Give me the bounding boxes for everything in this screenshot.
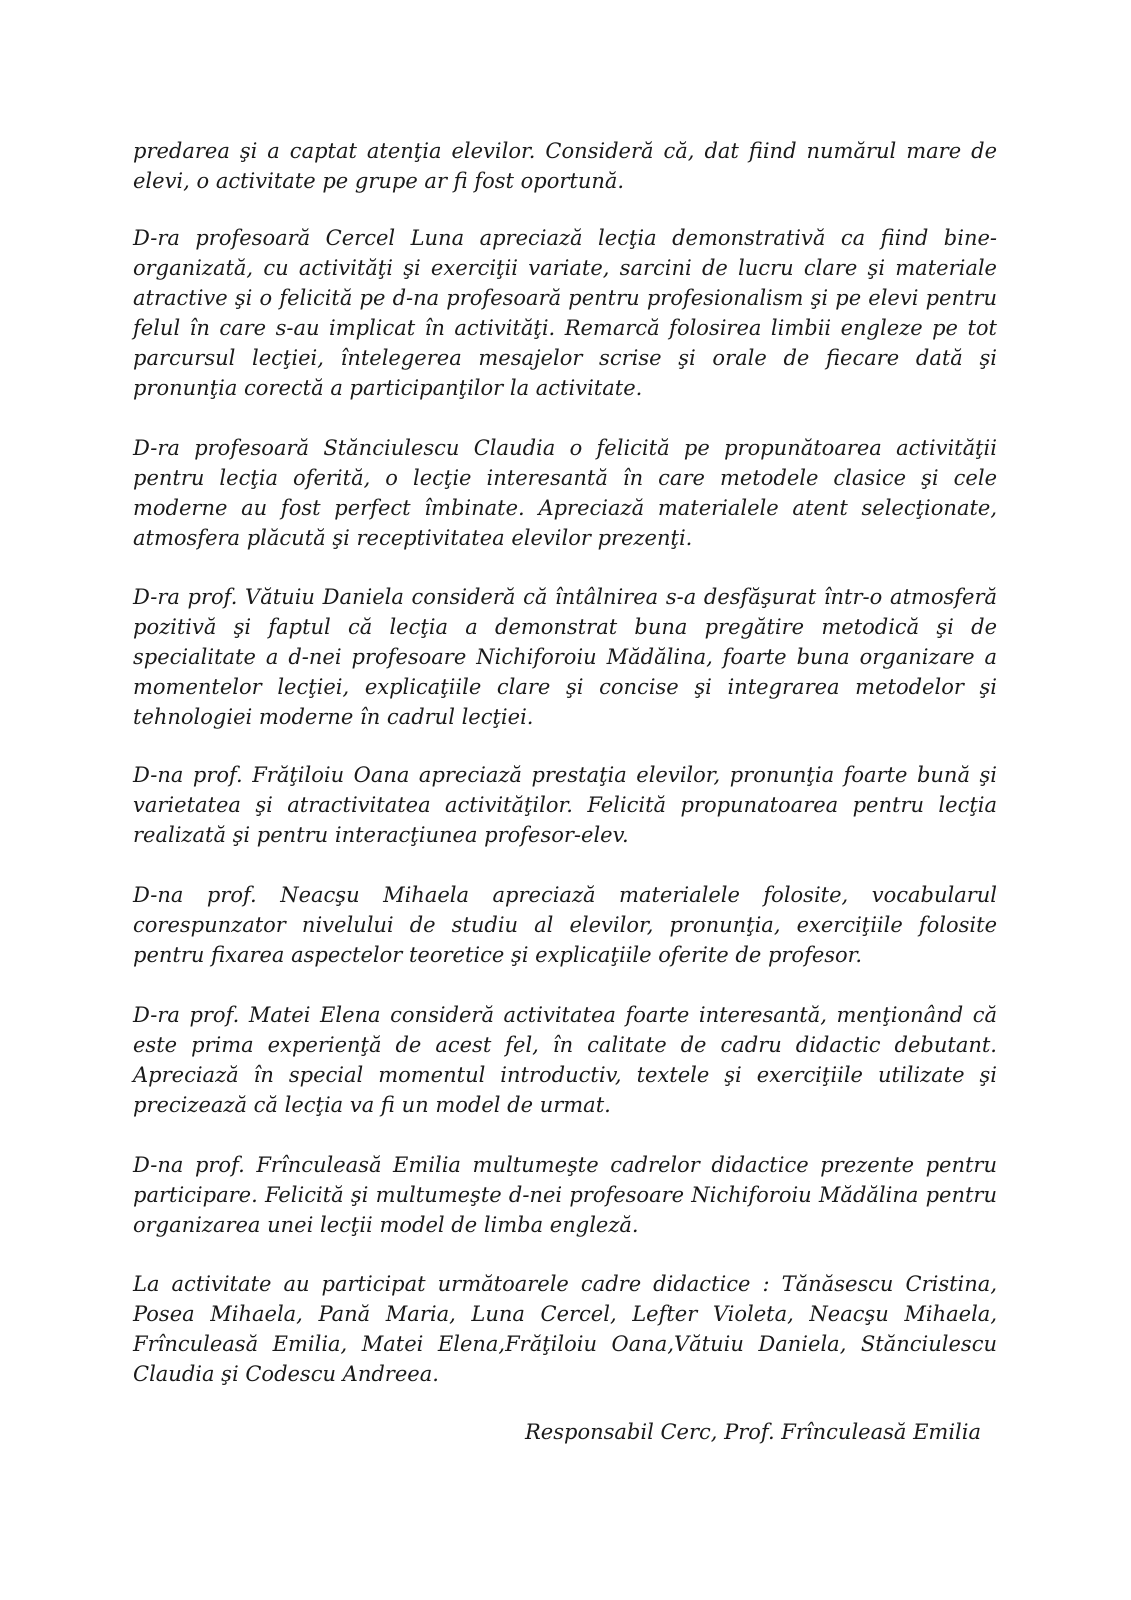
paragraph-cercel-luna: D-ra profesoară Cercel Luna apreciază lecţia demonstrativă ca fiind bine-organizată, cu activităţi şi exerciţii variate, sarcini de lucru clare şi materiale atractive şi o felicită pe d-na profesoară pentru profesionalism şi pe elevi pentru felul în care s-au implicat în activităţi. Remarcă folosirea limbii engleze pe tot parcursul lecţiei, întelegerea mesajelor scrise şi orale de fiecare dată şi pronunţia corectă a participanţilor la activitate. <box>133 226 997 400</box>
paragraph-fratiloiu-oana: D-na prof. Frăţiloiu Oana apreciază prestaţia elevilor, pronunţia foarte bună şi varietatea şi atractivitatea activităţilor. Felicită propunatoarea pentru lecţia realizată şi pentru interacţiunea profesor-elev. <box>133 763 997 847</box>
paragraph-frinculeasa-emilia: D-na prof. Frînculeasă Emilia multumeşte cadrelor didactice prezente pentru participare. Felicită şi multumeşte d-nei profesoare Nichiforoiu Mădălina pentru organizarea unei lecţii model de limba engleză. <box>133 1153 997 1237</box>
paragraph-stanciulescu-claudia: D-ra profesoară Stănciulescu Claudia o felicită pe propunătoarea activităţii pentru lecţia oferită, o lecţie interesantă în care metodele clasice şi cele moderne au fost perfect îmbinate. Apreciază materialele atent selecţionate, atmosfera plăcută şi receptivitatea elevilor prezenţi. <box>133 436 997 550</box>
paragraph-matei-elena: D-ra prof. Matei Elena consideră activitatea foarte interesantă, menţionând că este prima experienţă de acest fel, în calitate de cadru didactic debutant. Apreciază în special momentul introductiv, textele şi exerciţiile utilizate şi precizează că lecţia va fi un model de urmat. <box>133 1003 997 1117</box>
signature-line: Responsabil Cerc, Prof. Frînculeasă Emilia <box>525 1420 981 1444</box>
paragraph-participants: La activitate au participat următoarele cadre didactice : Tănăsescu Cristina, Posea Mihaela, Pană Maria, Luna Cercel, Lefter Violeta, Neacşu Mihaela, Frînculeasă Emilia, Matei Elena,Frăţiloiu Oana,Vătuiu Daniela, Stănciulescu Claudia şi Codescu Andreea. <box>133 1272 997 1386</box>
paragraph-intro-continuation: predarea şi a captat atenţia elevilor. Consideră că, dat fiind numărul mare de elevi, o activitate pe grupe ar fi fost oportună. <box>133 139 997 193</box>
paragraph-neacsu-mihaela: D-na prof. Neacşu Mihaela apreciază materialele folosite, vocabularul corespunzator nivelului de studiu al elevilor, pronunţia, exerciţiile folosite pentru fixarea aspectelor teoretice şi explicaţiile oferite de profesor. <box>133 883 997 967</box>
paragraph-vatuiu-daniela: D-ra prof. Vătuiu Daniela consideră că întâlnirea s-a desfăşurat într-o atmosferă pozitivă şi faptul că lecţia a demonstrat buna pregătire metodică şi de specialitate a d-nei profesoare Nichiforoiu Mădălina, foarte buna organizare a momentelor lecţiei, explicaţiile clare şi concise şi integrarea metodelor şi tehnologiei moderne în cadrul lecţiei. <box>133 585 997 729</box>
